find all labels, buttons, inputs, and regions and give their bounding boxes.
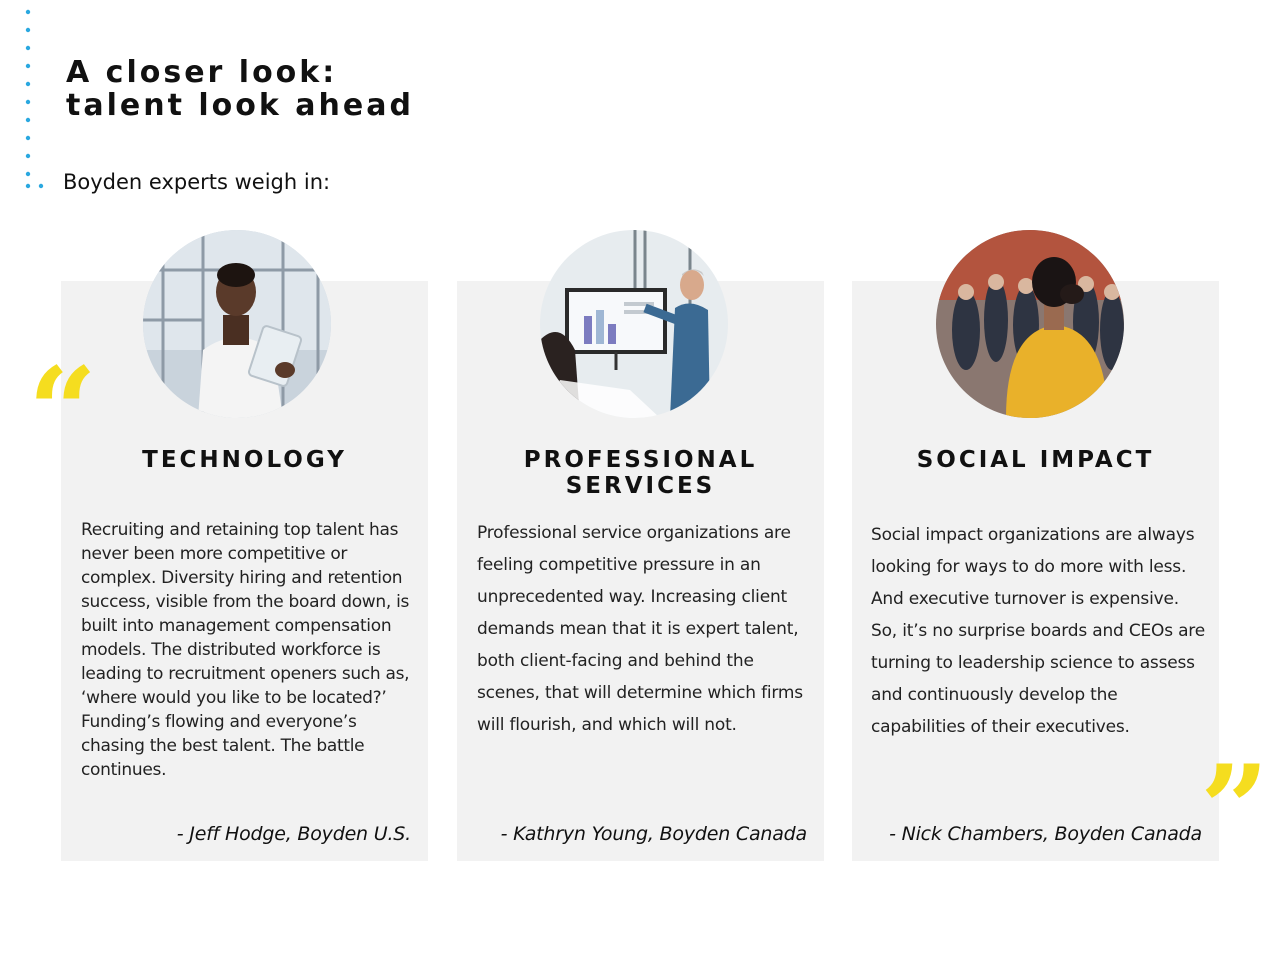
professional-services-photo [540, 230, 728, 418]
card-body: Professional service organizations are feeling competitive pressure in an unprecedented way. Increasing client demands mean that it is expert talent, both client-facing and behind the scenes, that will determine which firms will flourish, and which will not. [477, 523, 803, 735]
title-line-1: A closer look: [66, 55, 338, 90]
technology-photo [143, 230, 331, 418]
dotted-accent-decoration [20, 4, 50, 194]
card-body: Recruiting and retaining top talent has never been more competitive or complex. Diversity hiring and retention success, visible from the board down, is built into management compensation models. The distributed workforce is leading to recruitment openers such as, ‘where would you like to be located?’ Funding’s flowing and everyone’s chasing the best talent. The battle continues. [81, 520, 410, 780]
open-quote-icon: “ [28, 341, 98, 482]
page-title [66, 56, 414, 122]
close-quote-icon: ” [1200, 739, 1270, 880]
card-title: PROFESSIONAL SERVICES [523, 447, 758, 499]
page-subtitle: Boyden experts weigh in: [63, 170, 331, 194]
card-title: TECHNOLOGY [142, 447, 347, 473]
card-attribution: - Kathryn Young, Boyden Canada [500, 823, 807, 845]
title-line-2: talent look ahead [66, 88, 414, 123]
card-attribution: - Nick Chambers, Boyden Canada [889, 823, 1202, 845]
card-body: Social impact organizations are always looking for ways to do more with less. And executive turnover is expensive. So, it’s no surprise boards and CEOs are turning to leadership science to assess and continuously develop the capabilities of their executives. [871, 525, 1205, 737]
card-attribution: - Jeff Hodge, Boyden U.S. [176, 823, 411, 845]
card-title: SOCIAL IMPACT [916, 447, 1155, 473]
social-impact-photo [936, 230, 1124, 418]
